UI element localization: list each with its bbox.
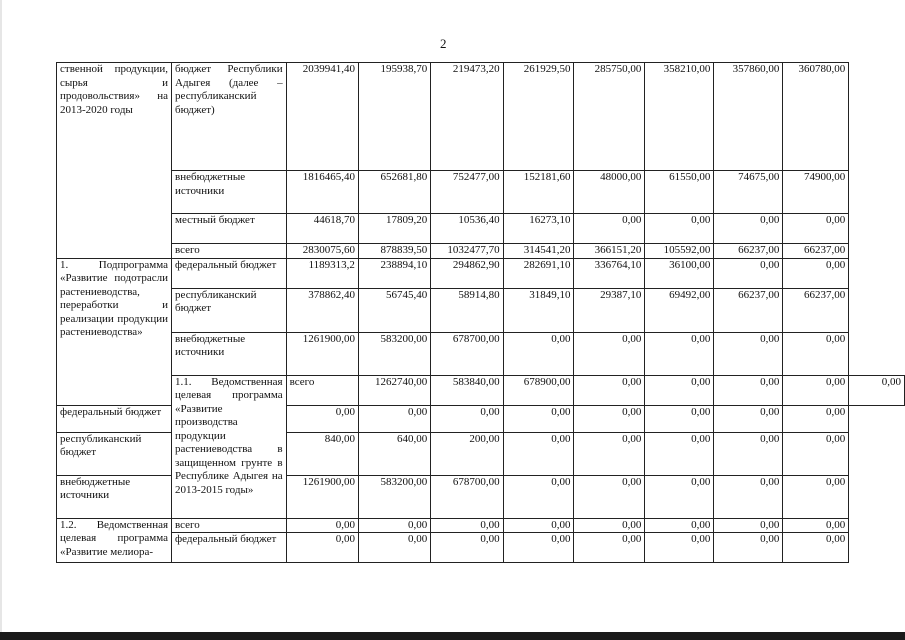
- program-name-cell: [172, 375, 287, 518]
- funding-source-cell: [57, 432, 172, 475]
- amount-cell: 0,00: [645, 375, 714, 405]
- amount-cell: 0,00: [503, 332, 574, 375]
- amount-cell: 0,00: [783, 533, 849, 563]
- amount-cell: 0,00: [574, 518, 645, 533]
- amount-cell: 219473,20: [431, 63, 503, 171]
- program-name: ственной продукции, сырья и продовольствия» на 2013-2020 годы: [60, 63, 169, 116]
- amount-cell: 678700,00: [431, 475, 503, 518]
- amount-cell: 0,00: [849, 375, 905, 405]
- amount-cell: 58914,80: [431, 288, 503, 332]
- amount-cell: 0,00: [431, 518, 503, 533]
- table-row: [57, 63, 905, 171]
- amount-cell: 640,00: [358, 432, 430, 475]
- amount-cell: 0,00: [714, 432, 783, 475]
- amount-cell: 36100,00: [645, 258, 714, 288]
- amount-cell: 66237,00: [783, 244, 849, 259]
- table-row: [57, 375, 905, 405]
- funding-source: всего: [175, 244, 200, 256]
- amount-cell: 0,00: [574, 214, 645, 244]
- amount-cell: 0,00: [286, 533, 358, 563]
- funding-source-cell: [172, 332, 287, 375]
- table-row: [57, 332, 905, 375]
- amount-cell: 0,00: [645, 405, 714, 432]
- amount-cell: 0,00: [783, 432, 849, 475]
- amount-cell: 0,00: [783, 332, 849, 375]
- funding-source: внебюджетные источники: [175, 171, 246, 197]
- amount-cell: 1189313,2: [286, 258, 358, 288]
- funding-source: республиканский бюджет: [60, 432, 142, 458]
- scan-bottom-border: [0, 632, 905, 640]
- amount-cell: 294862,90: [431, 258, 503, 288]
- budget-table-body: [57, 63, 905, 563]
- amount-cell: 583840,00: [431, 375, 503, 405]
- amount-cell: 0,00: [574, 375, 645, 405]
- amount-cell: 17809,20: [358, 214, 430, 244]
- amount-cell: 48000,00: [574, 171, 645, 214]
- funding-source: федеральный бюджет: [60, 405, 162, 418]
- amount-cell: 0,00: [714, 475, 783, 518]
- amount-cell: 0,00: [783, 375, 849, 405]
- amount-cell: 261929,50: [503, 63, 574, 171]
- funding-source-cell: [172, 244, 287, 259]
- scan-edge: [0, 0, 2, 640]
- amount-cell: 840,00: [286, 432, 358, 475]
- amount-cell: 0,00: [645, 214, 714, 244]
- amount-cell: 652681,80: [358, 171, 430, 214]
- funding-source: бюджет Республики Адыгея (далее – республиканский бюджет): [175, 63, 283, 116]
- amount-cell: 66237,00: [783, 288, 849, 332]
- amount-cell: 358210,00: [645, 63, 714, 171]
- amount-cell: 10536,40: [431, 214, 503, 244]
- amount-cell: 314541,20: [503, 244, 574, 259]
- table-row: [57, 214, 905, 244]
- amount-cell: 678900,00: [503, 375, 574, 405]
- amount-cell: 74900,00: [783, 171, 849, 214]
- table-row: [57, 518, 905, 533]
- amount-cell: 200,00: [431, 432, 503, 475]
- funding-source-cell: [172, 518, 287, 533]
- program-name: 1.2. Ведомственная целевая программа «Развитие мелиора-: [60, 518, 169, 558]
- amount-cell: 0,00: [358, 518, 430, 533]
- amount-cell: 16273,10: [503, 214, 574, 244]
- funding-source: всего: [175, 518, 200, 531]
- amount-cell: 31849,10: [503, 288, 574, 332]
- funding-source-cell: [172, 63, 287, 171]
- amount-cell: 285750,00: [574, 63, 645, 171]
- program-name: 1.1. Ведомственная целевая программа «Развитие производства продукции растениеводства в защищенном грунте в Республике Адыгея на 2013-2015 годы»: [175, 375, 283, 496]
- amount-cell: 0,00: [645, 533, 714, 563]
- amount-cell: 74675,00: [714, 171, 783, 214]
- amount-cell: 878839,50: [358, 244, 430, 259]
- amount-cell: 0,00: [714, 375, 783, 405]
- amount-cell: 583200,00: [358, 332, 430, 375]
- amount-cell: 0,00: [574, 475, 645, 518]
- amount-cell: 366151,20: [574, 244, 645, 259]
- amount-cell: 1261900,00: [286, 332, 358, 375]
- funding-source-cell: [172, 171, 287, 214]
- amount-cell: 0,00: [714, 405, 783, 432]
- table-row: [57, 533, 905, 563]
- amount-cell: 0,00: [714, 258, 783, 288]
- amount-cell: 29387,10: [574, 288, 645, 332]
- funding-source-cell: [172, 258, 287, 288]
- funding-source: всего: [289, 375, 315, 388]
- amount-cell: 378862,40: [286, 288, 358, 332]
- amount-cell: 360780,00: [783, 63, 849, 171]
- funding-source: федеральный бюджет: [175, 258, 277, 271]
- funding-source: федеральный бюджет: [175, 533, 277, 545]
- amount-cell: 0,00: [286, 518, 358, 533]
- amount-cell: 0,00: [503, 518, 574, 533]
- funding-source: республиканский бюджет: [175, 288, 257, 314]
- amount-cell: 69492,00: [645, 288, 714, 332]
- table-row: [57, 258, 905, 288]
- amount-cell: 0,00: [783, 405, 849, 432]
- funding-source: местный бюджет: [175, 214, 255, 226]
- amount-cell: 0,00: [431, 405, 503, 432]
- program-name: 1. Подпрограмма «Развитие подотрасли растениеводства, переработки и реализации продукции растениеводства»: [60, 258, 169, 338]
- amount-cell: 238894,10: [358, 258, 430, 288]
- amount-cell: 336764,10: [574, 258, 645, 288]
- amount-cell: 0,00: [503, 533, 574, 563]
- table-row: [57, 244, 905, 259]
- amount-cell: 61550,00: [645, 171, 714, 214]
- amount-cell: 0,00: [431, 533, 503, 563]
- table-row: [57, 171, 905, 214]
- amount-cell: 752477,00: [431, 171, 503, 214]
- amount-cell: 0,00: [574, 405, 645, 432]
- amount-cell: 0,00: [783, 258, 849, 288]
- funding-source-cell: [57, 405, 172, 432]
- amount-cell: 195938,70: [358, 63, 430, 171]
- amount-cell: 0,00: [574, 332, 645, 375]
- amount-cell: 105592,00: [645, 244, 714, 259]
- amount-cell: 2039941,40: [286, 63, 358, 171]
- amount-cell: 1816465,40: [286, 171, 358, 214]
- page-number: 2: [440, 36, 447, 51]
- amount-cell: 56745,40: [358, 288, 430, 332]
- amount-cell: 0,00: [286, 405, 358, 432]
- amount-cell: 66237,00: [714, 244, 783, 259]
- amount-cell: 0,00: [783, 214, 849, 244]
- amount-cell: 0,00: [645, 332, 714, 375]
- table-row: [57, 288, 905, 332]
- funding-source-cell: [172, 214, 287, 244]
- program-name-cell: [57, 63, 172, 259]
- amount-cell: 678700,00: [431, 332, 503, 375]
- amount-cell: 0,00: [645, 518, 714, 533]
- funding-source: внебюджетные источники: [175, 332, 246, 358]
- amount-cell: 152181,60: [503, 171, 574, 214]
- amount-cell: 0,00: [358, 405, 430, 432]
- funding-source-cell: [172, 533, 287, 563]
- amount-cell: 0,00: [714, 332, 783, 375]
- funding-source: внебюджетные источники: [60, 475, 131, 501]
- amount-cell: 583200,00: [358, 475, 430, 518]
- amount-cell: 0,00: [783, 475, 849, 518]
- amount-cell: 282691,10: [503, 258, 574, 288]
- amount-cell: 0,00: [574, 432, 645, 475]
- amount-cell: 66237,00: [714, 288, 783, 332]
- amount-cell: 0,00: [645, 475, 714, 518]
- amount-cell: 0,00: [358, 533, 430, 563]
- amount-cell: 1261900,00: [286, 475, 358, 518]
- program-name-cell: [57, 518, 172, 563]
- amount-cell: 0,00: [574, 533, 645, 563]
- amount-cell: 0,00: [503, 475, 574, 518]
- amount-cell: 357860,00: [714, 63, 783, 171]
- amount-cell: 0,00: [645, 432, 714, 475]
- amount-cell: 2830075,60: [286, 244, 358, 259]
- budget-table: [56, 62, 905, 563]
- amount-cell: 0,00: [714, 533, 783, 563]
- amount-cell: 44618,70: [286, 214, 358, 244]
- amount-cell: 0,00: [714, 518, 783, 533]
- amount-cell: 1262740,00: [358, 375, 430, 405]
- amount-cell: 0,00: [503, 405, 574, 432]
- amount-cell: 1032477,70: [431, 244, 503, 259]
- funding-source-cell: [57, 475, 172, 518]
- amount-cell: 0,00: [783, 518, 849, 533]
- amount-cell: 0,00: [714, 214, 783, 244]
- amount-cell: 0,00: [503, 432, 574, 475]
- program-name-cell: [57, 258, 172, 405]
- funding-source-cell: [172, 288, 287, 332]
- funding-source-cell: [286, 375, 358, 405]
